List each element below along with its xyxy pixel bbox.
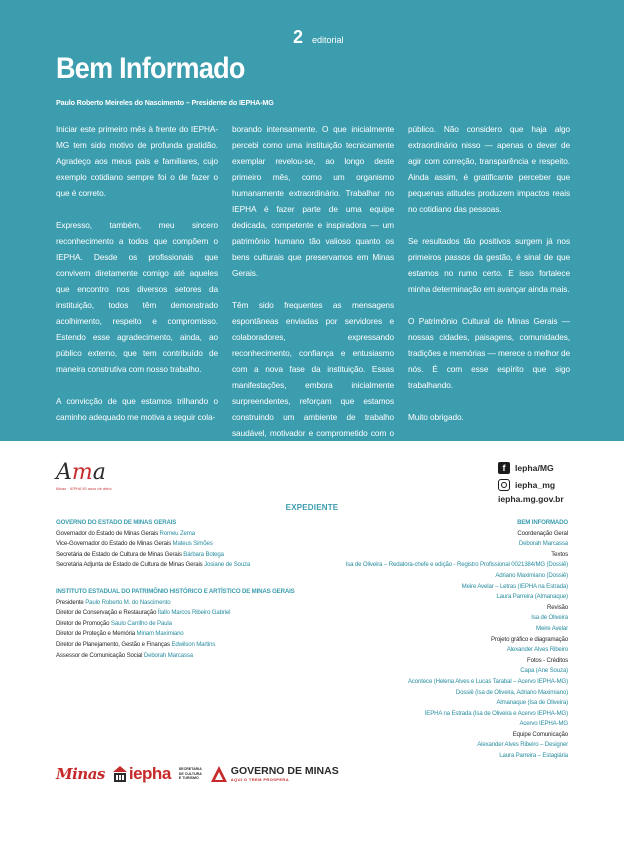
credit-role: Vice-Governador do Estado de Minas Gerais bbox=[56, 540, 171, 548]
credit-name: Acervo IEPHA-MG bbox=[519, 720, 568, 728]
page-title: Bem Informado bbox=[56, 52, 245, 85]
credit-name: Deborah Marcassa bbox=[518, 540, 568, 548]
credit-name: Capa (Ane Souza) bbox=[520, 667, 568, 675]
credit-name: Isa de Oliveira bbox=[531, 614, 568, 622]
credit-name: Ítallo Marcos Ribeiro Gabriel bbox=[157, 609, 231, 617]
paragraph: Se resultados tão positivos surgem já nos primeiros passos da gestão, é sinal de que estamos no rumo certo. E isso fortalece minha determinação em avançar ainda mais. bbox=[408, 236, 570, 294]
credit-name: Laura Parreira – Estagiária bbox=[499, 752, 568, 760]
credit-role: Secretária Adjunta de Estado de Cultura de Minas Gerais bbox=[56, 561, 203, 569]
credits-right bbox=[308, 518, 568, 762]
instagram-link[interactable] bbox=[498, 476, 568, 493]
credit-name: Josiane de Souza bbox=[204, 561, 251, 569]
credit-name: Miriam Maximiano bbox=[136, 630, 184, 638]
paragraph: Têm sido frequentes as mensagens espontâneas enviadas por servidores e colaboradores, expressando reconhecimento, confiança e entusiasmo com a nova fase da instituição. Essas manifestações, embora inicialmente surpreendentes, reforçam que estamos construindo um ambiente de trabalho saudável, motivador e comprometido com o interesse bbox=[232, 300, 394, 454]
credit-label: Equipe Comunicação bbox=[512, 730, 568, 738]
paragraph: A convicção de que estamos trilhando o caminho adequado me motiva a seguir cola- bbox=[56, 396, 218, 422]
credit-name: Alexander Alves Ribeiro – Designer bbox=[477, 741, 568, 749]
credit-role: Diretor de Planejamento, Gestão e Finanças bbox=[56, 640, 170, 648]
credit-name: Laura Parreira (Almanaque) bbox=[496, 593, 568, 601]
byline: Paulo Roberto Meireles do Nascimento – Presidente do IEPHA-MG bbox=[56, 98, 274, 107]
credit-name: Deborah Marcassa bbox=[143, 651, 193, 659]
iepha-logo bbox=[113, 764, 171, 784]
credit-name: IEPHA na Estrada (Isa de Oliveira e Acervo IEPHA-MG) bbox=[424, 709, 568, 717]
minas-logo: Minas bbox=[56, 765, 105, 783]
iepha-logo-word: iepha bbox=[128, 764, 171, 783]
credit-name: Saulo Carrilho de Paula bbox=[110, 619, 172, 627]
social-links bbox=[498, 459, 568, 504]
paragraph: público. Não considero que haja algo extraordinário nisso — apenas o dever de agir com correção, transparência e respeito. Ainda assim, é gratificante perceber que pequenas atitudes produzem impactos reais no cotidiano das pessoas. bbox=[408, 124, 570, 214]
credit-label: Revisão bbox=[547, 603, 568, 611]
credit-name: Acontece (Helena Alves e Lucas Tarabal – Acervo IEPHA-MG) bbox=[407, 677, 568, 685]
credit-name: Bárbara Botega bbox=[183, 550, 224, 558]
page-number: 2 bbox=[293, 27, 304, 47]
credit-name: Meire Avelar bbox=[536, 624, 568, 632]
credit-role: Assessor de Comunicação Social bbox=[56, 651, 143, 659]
credits-bem-informado-heading: BEM INFORMADO bbox=[517, 519, 568, 526]
article-column-1 bbox=[56, 121, 218, 457]
paragraph: Muito obrigado. bbox=[408, 412, 464, 422]
governo-logo-word: GOVERNO DE MINAS bbox=[230, 765, 339, 777]
ama-logo-subtitle: Minas · IEPHA 50 anos de afeto bbox=[56, 487, 112, 491]
governo-triangle-icon bbox=[211, 766, 227, 782]
credit-label: Fotos - Créditos bbox=[527, 656, 568, 664]
footer-logos bbox=[56, 764, 339, 784]
credit-name: Romeu Zema bbox=[159, 529, 195, 537]
instagram-icon bbox=[498, 479, 510, 491]
article-column-3 bbox=[408, 121, 570, 457]
credit-role: Presidente bbox=[56, 598, 84, 606]
credit-label: Projeto gráfico e diagramação bbox=[491, 635, 568, 643]
governo-logo-tag: AQUI O TREM PROSPERA bbox=[230, 777, 290, 782]
credits-governo-heading: GOVERNO DO ESTADO DE MINAS GERAIS bbox=[56, 519, 177, 526]
credit-label: Textos bbox=[551, 550, 568, 558]
facebook-icon: f bbox=[498, 462, 510, 474]
credit-name: Alexander Alves Ribeiro bbox=[506, 646, 568, 654]
section-tag: editorial bbox=[312, 35, 344, 45]
credit-name: Meire Avelar – Letras (IEPHA na Estrada) bbox=[461, 582, 568, 590]
article-columns bbox=[56, 121, 570, 457]
paragraph: O Patrimônio Cultural de Minas Gerais — nossas cidades, paisagens, comunidades, tradições e memórias — merece o melhor de nós. É com esse espírito que sigo trabalhando. bbox=[408, 316, 570, 390]
instagram-handle: iepha_mg bbox=[515, 479, 556, 490]
credit-name: Edwilson Martins bbox=[171, 640, 216, 648]
credits-bem-informado-list bbox=[308, 529, 568, 762]
credit-name: Dossiê (Isa de Oliveira, Adriano Maximiano) bbox=[455, 688, 568, 696]
paragraph: Expresso, também, meu sincero reconhecimento a todos que compõem o IEPHA. Desde os profissionais que convivem diretamente comigo até aqueles que encontro nos diversos setores da instituição, todos têm demonstrado acolhimento, respeito e compromisso. Estendo esse agradecimento, ainda, ao público externo, que tem contribuído de maneira construtiva com nosso trabalho. bbox=[56, 220, 218, 374]
credit-name: Almanaque (Isa de Oliveira) bbox=[496, 699, 568, 707]
facebook-link[interactable] bbox=[498, 459, 568, 476]
expediente-heading: EXPEDIENTE bbox=[285, 503, 339, 512]
ama-logo-glyph: Ama bbox=[56, 460, 106, 485]
credit-role: Diretor de Proteção e Memória bbox=[56, 630, 135, 638]
credit-role: Diretor de Conservação e Restauração bbox=[56, 609, 157, 617]
ama-minas-logo bbox=[56, 462, 118, 496]
credit-name: Adriano Maximiano (Dossiê) bbox=[495, 571, 568, 579]
paragraph: borando intensamente. O que inicialmente percebi como uma instituição tecnicamente exemplar revelou-se, ao longo deste primeiro mês, como um organismo humanamente extraordinário. Trabalhar no IEPHA é fazer parte de uma equipe dedicada, competente e inspiradora — um patrimônio humano tão valioso quanto os bens culturais que preservamos em Minas Gerais. bbox=[232, 124, 394, 278]
page-marker bbox=[293, 27, 344, 48]
article-column-2 bbox=[232, 121, 394, 457]
website-link[interactable]: iepha.mg.gov.br bbox=[498, 494, 564, 504]
credit-role: Diretor de Promoção bbox=[56, 619, 110, 627]
credit-name: Isa de Oliveira – Redatora-chefe e edição - Registro Profissional 0021384/MG (Dossiê) bbox=[345, 561, 568, 569]
facebook-handle: Iepha/MG bbox=[515, 462, 554, 473]
governo-de-minas-logo bbox=[211, 766, 339, 782]
credit-role: Governador do Estado de Minas Gerais bbox=[56, 529, 158, 537]
credit-name: Mateus Simões bbox=[172, 540, 213, 548]
paragraph: Iniciar este primeiro mês à frente do IEPHA-MG tem sido motivo de profunda gratidão. Agradeço aos meus pais e familiares, cujo exemplo cotidiano sempre foi o de fazer o que é correto. bbox=[56, 124, 218, 198]
credit-role: Secretária de Estado de Cultura de Minas Gerais bbox=[56, 550, 182, 558]
credit-name: Paulo Roberto M. do Nascimento bbox=[85, 598, 171, 606]
credits-instituto-heading: INSTITUTO ESTADUAL DO PATRIMÔNIO HISTÓRICO E ARTÍSTICO DE MINAS GERAIS bbox=[56, 587, 295, 595]
secretaria-logo: SECRETARIA DE CULTURA E TURISMO bbox=[178, 767, 202, 781]
iepha-house-icon bbox=[113, 766, 127, 782]
credit-label: Coordenação Geral bbox=[517, 529, 568, 537]
